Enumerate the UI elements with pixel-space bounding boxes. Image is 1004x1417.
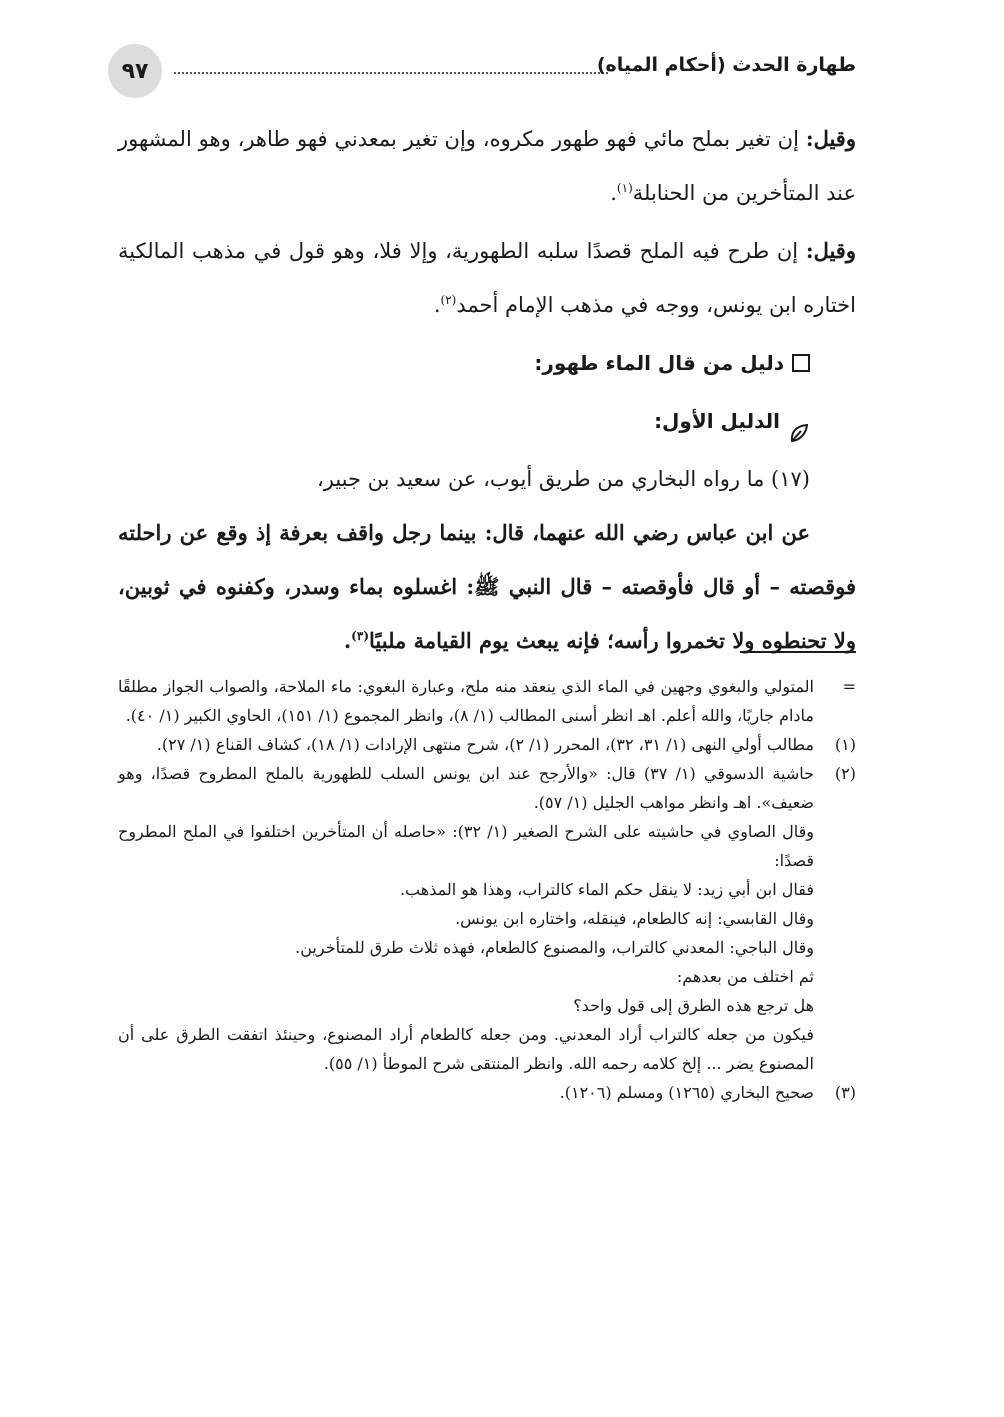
leaf-ornament-icon [788,410,810,432]
book-page [118,0,856,1417]
footnote-2-line: ثم اختلف من بعدهم: [676,967,814,986]
footnote-continued [118,672,856,730]
subsection-heading-text: الدليل الأول: [654,409,780,433]
paragraph-end: . [610,181,617,205]
footnote-text: صحيح البخاري (١٢٦٥) ومسلم (١٢٠٦). [559,1083,814,1102]
footnote-2-line: هل ترجع هذه الطرق إلى قول واحد؟ [573,996,814,1015]
footnotes [118,672,856,1107]
paragraph-text: إن طرح فيه الملح قصدًا سلبه الطهورية، وإلا فلا، وهو قول في مذهب المالكية اختاره ابن يونس، ووجه في مذهب الإمام أحمد [118,239,856,317]
footnote-text: مطالب أولي النهى (١/ ٣١، ٣٢)، المحرر (١/ ٢)، شرح منتهى الإرادات (١/ ١٨)، كشاف القناع (١/ ٢٧). [156,735,814,754]
main-text [118,112,856,668]
paragraph-2 [118,224,856,332]
footnote-2-line: فقال ابن أبي زيد: لا ينقل حكم الماء كالتراب، وهذا هو المذهب. [399,880,814,899]
paragraph-lead: وقيل: [805,238,856,263]
footnote-mark: = [842,677,856,696]
footnote-2-line: وقال القابسي: إنه كالطعام، فينقله، واختاره ابن يونس. [455,909,814,928]
paragraph-end: . [433,293,441,317]
footnote-text: المتولي والبغوي وجهين في الماء الذي ينعقد منه ملح، وعبارة البغوي: ماء الملاحة، والصواب الجواز مطلقًا مادام جاريًا، والله أعلم. اهـ انظر أسنى المطالب (١/ ٨)، وانظر المجموع (١/ ١٥١)، الحاوي الكبير (١/ ٤٠). [118,677,814,725]
section-heading [118,336,810,390]
paragraph-1 [118,112,856,220]
footnote-mark: (١) [834,735,856,754]
footnote-2-line: وقال الصاوي في حاشيته على الشرح الصغير (١/ ٣٢): «حاصله أن المتأخرين اختلفوا في الملح المطروح قصدًا: [118,822,814,870]
page-number: ٩٧ [108,44,162,98]
footnote-1 [118,730,856,759]
paragraph-text: إن تغير بملح مائي فهو طهور مكروه، وإن تغير بمعدني فهو طاهر، وهو المشهور عند المتأخرين من الحنابلة [118,127,856,205]
hadith-body: عن ابن عباس رضي الله عنهما، قال: بينما رجل واقف بعرفة إذ وقع عن راحلته فوقصته – أو قال فأوقصته – قال النبي ﷺ: اغسلوه بماء وسدر، وكفنوه في ثوبين، ولا تحنطوه ولا تخمروا رأسه؛ فإنه يبعث يوم القيامة ملبيًا [118,520,856,653]
footnote-mark: (٣) [834,1083,856,1102]
footnote-2 [118,759,856,817]
footnote-mark: (٢) [834,764,856,783]
footnote-2-line: وقال الباجي: المعدني كالتراب، والمصنوع كالطعام، فهذه ثلاث طرق للمتأخرين. [295,938,814,957]
footnote-3 [118,1078,856,1107]
footnote-2-line: فيكون من جعله كالتراب أراد المعدني. ومن جعله كالطعام أراد المصنوع، وحينئذ اتفقت الطرق على أن المصنوع يضر ... إلخ كلامه رحمه الله. وانظر المنتقى شرح الموطأ (١/ ٥٥). [118,1025,814,1073]
page-header [108,44,866,104]
checkbox-square-icon [792,354,810,372]
header-dotted-rule [174,72,608,74]
subsection-heading [118,394,810,448]
hadith-narration: (١٧) ما رواه البخاري من طريق أيوب، عن سعيد بن جبير، [316,467,810,491]
footnote-ref[interactable]: (٣) [351,629,369,643]
footnote-ref[interactable]: (١) [616,181,633,195]
hadith-end: . [343,628,352,653]
paragraph-lead: وقيل: [805,126,856,151]
section-heading-text: دليل من قال الماء طهور: [534,351,784,375]
footnote-ref[interactable]: (٢) [440,293,457,307]
running-title: طهارة الحدث (أحكام المياه) [596,54,856,76]
footnote-separator [740,651,856,653]
footnote-text: حاشية الدسوقي (١/ ٣٧) قال: «والأرجح عند ابن يونس السلب للطهورية بالملح المطروح قصدًا، وهو ضعيف». اهـ وانظر مواهب الجليل (١/ ٥٧). [118,764,815,812]
hadith-text [118,506,856,668]
